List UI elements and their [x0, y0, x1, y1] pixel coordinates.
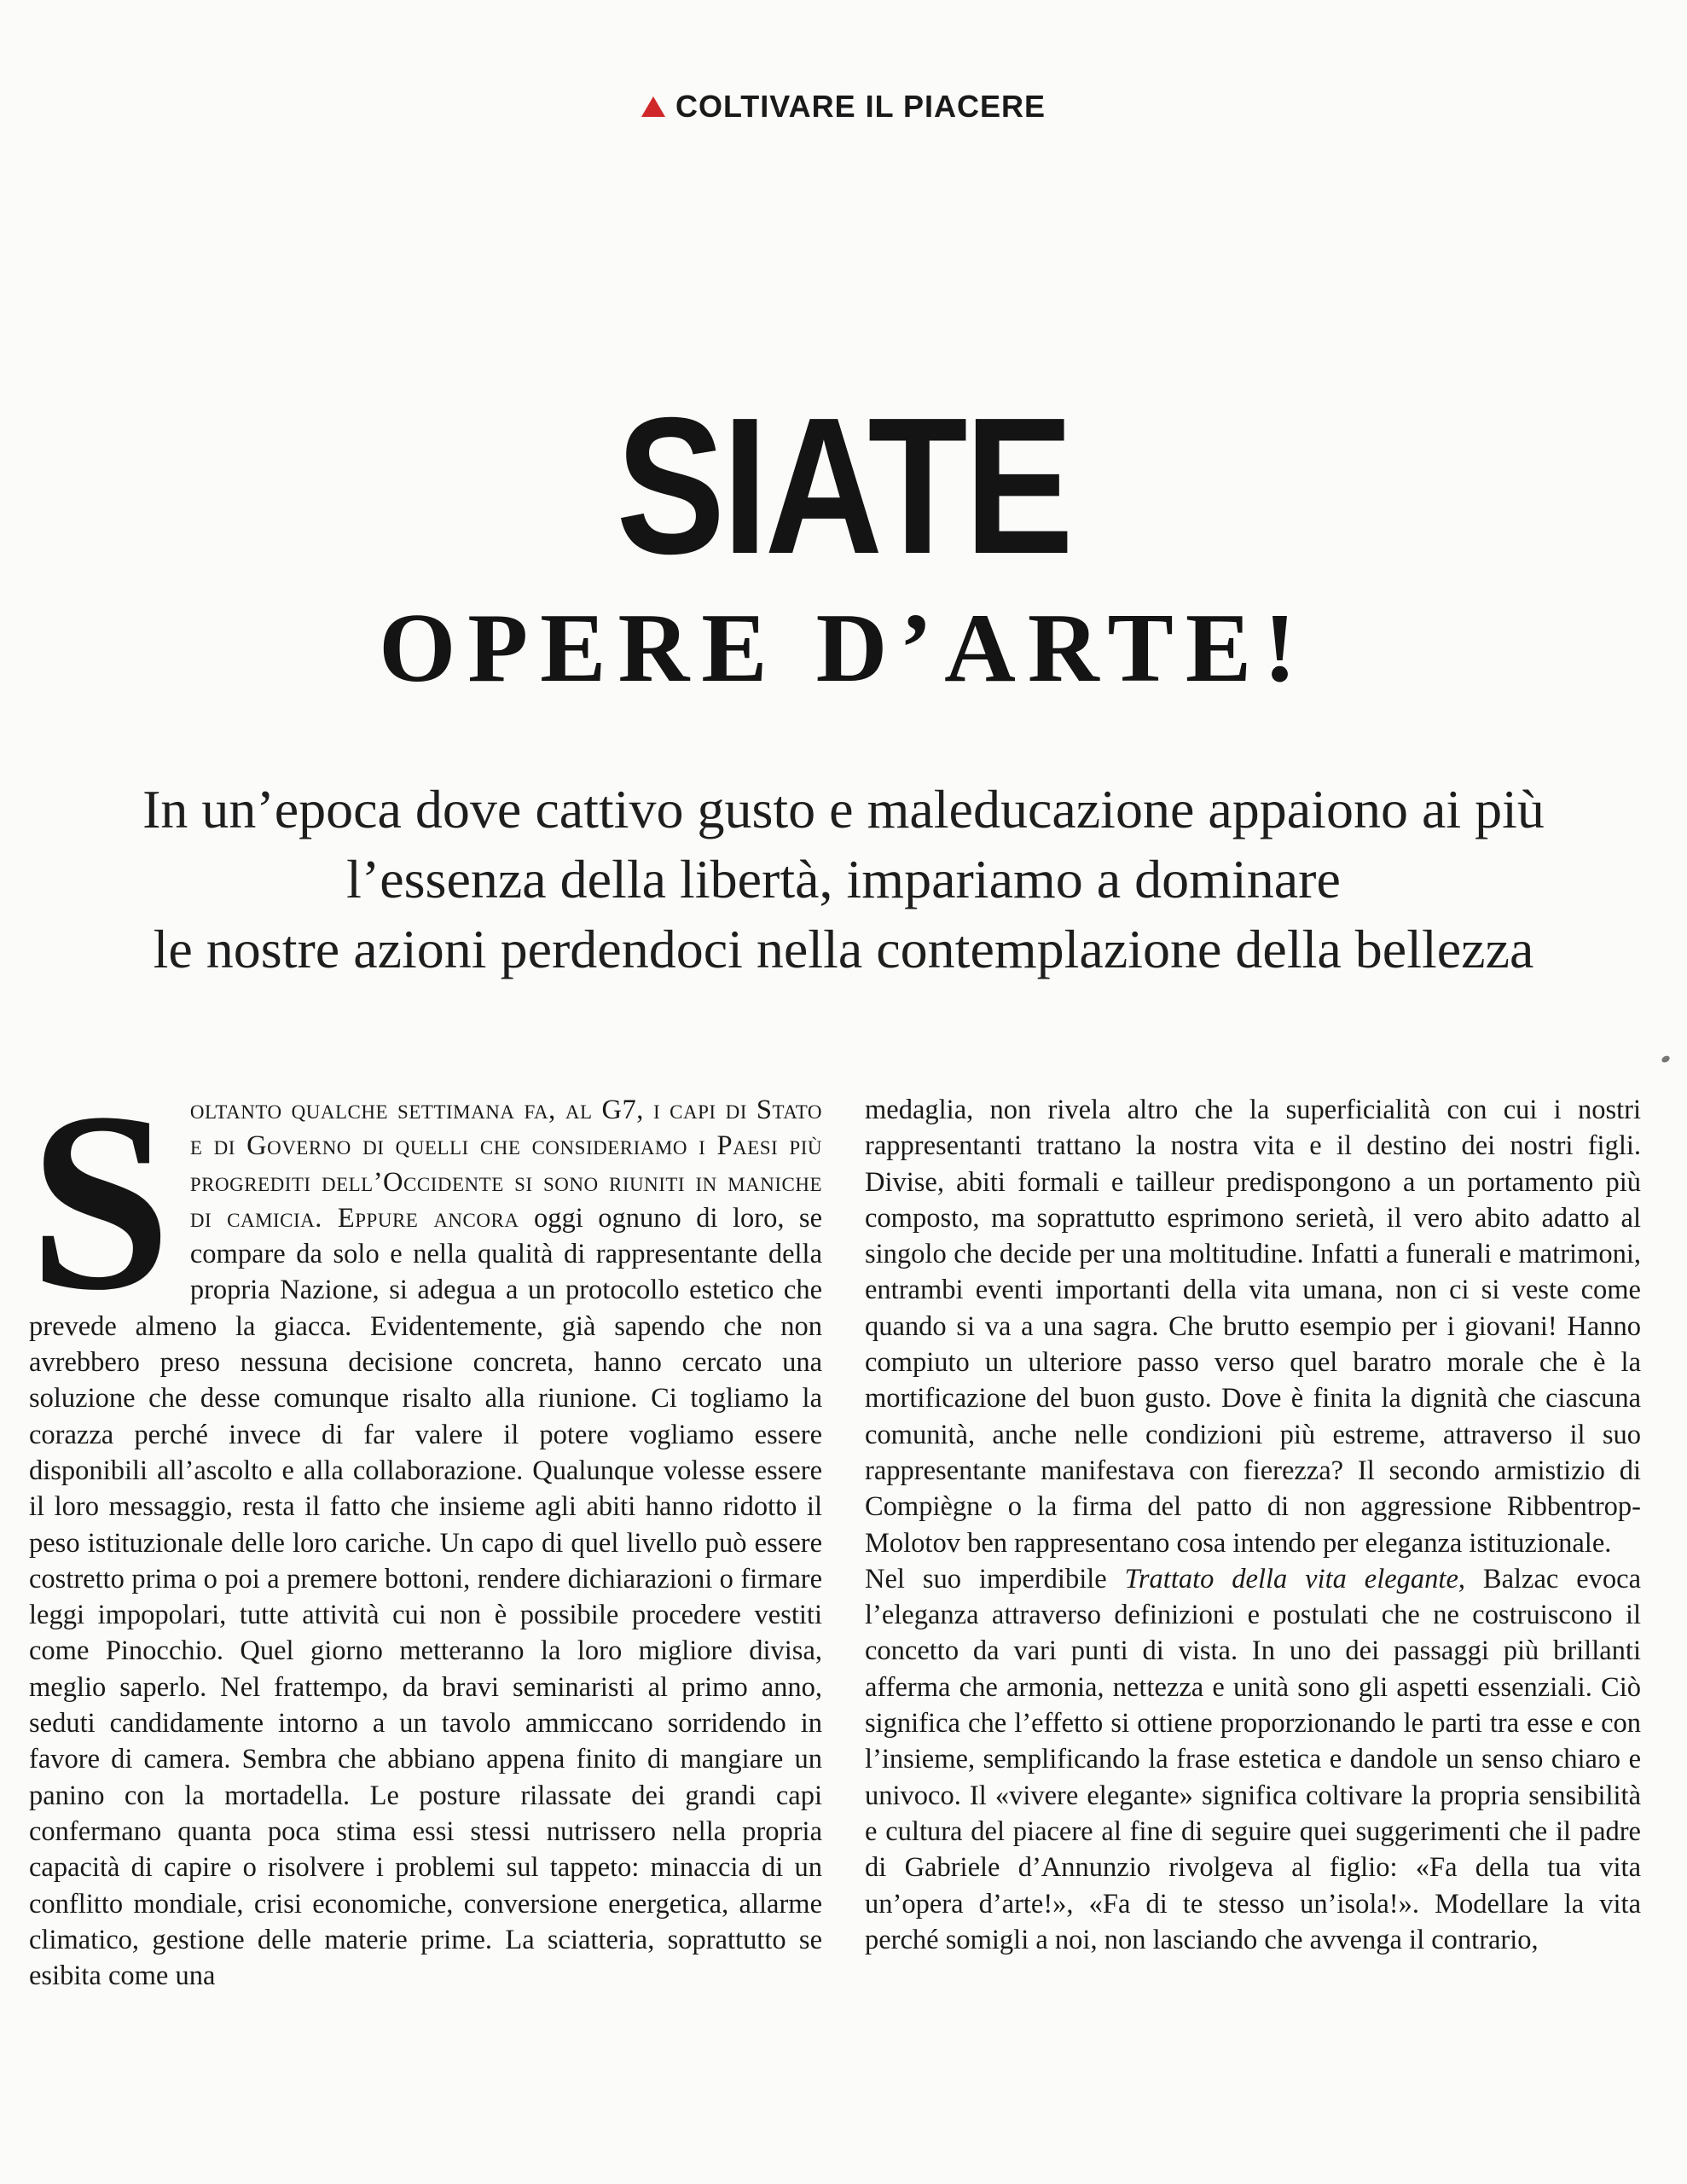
standfirst-line-1: In un’epoca dove cattivo gusto e maleducazione appaiono ai più — [142, 779, 1545, 839]
standfirst-line-3: le nostre azioni perdendoci nella contemplazione della bellezza — [153, 919, 1534, 979]
scan-speck — [1661, 1054, 1671, 1064]
book-title: Trattato della vita elegante — [1124, 1563, 1458, 1594]
section-label: COLTIVARE IL PIACERE — [675, 89, 1046, 124]
headline-line-1: SIATE — [616, 378, 1071, 595]
section-header — [0, 89, 1687, 125]
left-column-text: oggi ognuno di loro, se compare da solo e nella qualità di rappresentante della propria Nazione, si adegua a un protocollo estetico che prevede almeno la giacca. Evidentemente, già sapendo che non avrebbero preso nessuna decisione concreta, hanno cercato una soluzione che desse comunque risalto alla riunione. Ci togliamo la corazza perché invece di far valere il potere vogliamo essere disponibili all’ascolto e alla collaborazione. Qualunque volesse essere il loro messaggio, resta il fatto che insieme agli abiti hanno ridotto il peso istituzionale delle loro cariche. Un capo di quel livello può essere costretto prima o poi a premere bottoni, rendere dichiarazioni o firmare leggi impopolari, tutte attività cui non è possibile procedere vestiti come Pinocchio. Quel giorno metteranno la loro migliore divisa, meglio saperlo. Nel frattempo, da bravi seminaristi al primo anno, seduti candidamente intorno a un tavolo ammiccano sorridendo in favore di camera. Sembra che abbiano appena finito di mangiare un panino con la mortadella. Le posture rilassate dei grandi capi confermano quanta poca stima essi stessi nutrissero nella propria capacità di capire o risolvere i problemi sul tappeto: minaccia di un conflitto mondiale, crisi economiche, conversione energetica, allarme climatico, gestione delle materie prime. La sciatteria, soprattutto se esibita come una — [29, 1202, 823, 1992]
p2-text-before: Nel suo imperdibile — [865, 1563, 1125, 1594]
p2-text-after: , Balzac evoca l’eleganza attraverso definizioni e postulati che ne costruiscono il concetto da vari punti di vista. In uno dei passaggi più brillanti afferma che armonia, nettezza e unità sono gli aspetti essenziali. Ciò significa che l’effetto si ottiene proporzionando le parti tra esse e con l’insieme, semplificando la frase estetica e dandole un senso chiaro e univoco. Il «vivere elegante» significa coltivare la propria sensibilità e cultura del piacere al fine di seguire quei suggerimenti che il padre di Gabriele d’Annunzio rivolgeva al figlio: «Fa della tua vita un’opera d’arte!», «Fa di te stesso un’isola!». Modellare la vita perché somigli a noi, non lasciando che avvenga il contrario, — [865, 1563, 1641, 1955]
headline-line-2: OPERE D’ARTE! — [379, 594, 1308, 703]
standfirst-line-2: l’essenza della libertà, impariamo a dominare — [346, 849, 1341, 909]
body-paragraph-2 — [865, 1561, 1641, 1958]
body-column-left — [29, 1060, 823, 1994]
drop-cap: S — [29, 1060, 171, 1343]
lead-in-small-caps: oltanto qualche settimana fa, al G7, i capi di Stato e di Governo di quelli che consideriamo i Paesi più progrediti dell’Occidente si sono riuniti in maniche di camicia. Eppure ancora — [189, 1095, 822, 1234]
body-paragraph — [29, 1060, 823, 1994]
red-triangle-icon — [641, 96, 665, 117]
body-column-right — [865, 1092, 1641, 1958]
body-paragraph-1: medaglia, non rivela altro che la superficialità con cui i nostri rappresentanti trattano la nostra vita e il destino dei nostri figli. Divise, abiti formali e tailleur predispongono a un portamento più composto, ma soprattutto esprimono serietà, il vero abito adatto al singolo che decide per una moltitudine. Infatti a funerali e matrimoni, entrambi eventi importanti della vita umana, non ci si veste come quando si va a una sagra. Che brutto esempio per i giovani! Hanno compiuto un ulteriore passo verso quel baratro morale che è la mortificazione del buon gusto. Dove è finita la dignità che ciascuna comunità, anche nelle condizioni più estreme, attraverso il suo rappresentante manifestava con fierezza? Il secondo armistizio di Compiègne o la firma del patto di non aggressione Ribbentrop-Molotov ben rappresentano cosa intendo per eleganza istituzionale. — [865, 1095, 1641, 1559]
standfirst — [34, 775, 1653, 985]
